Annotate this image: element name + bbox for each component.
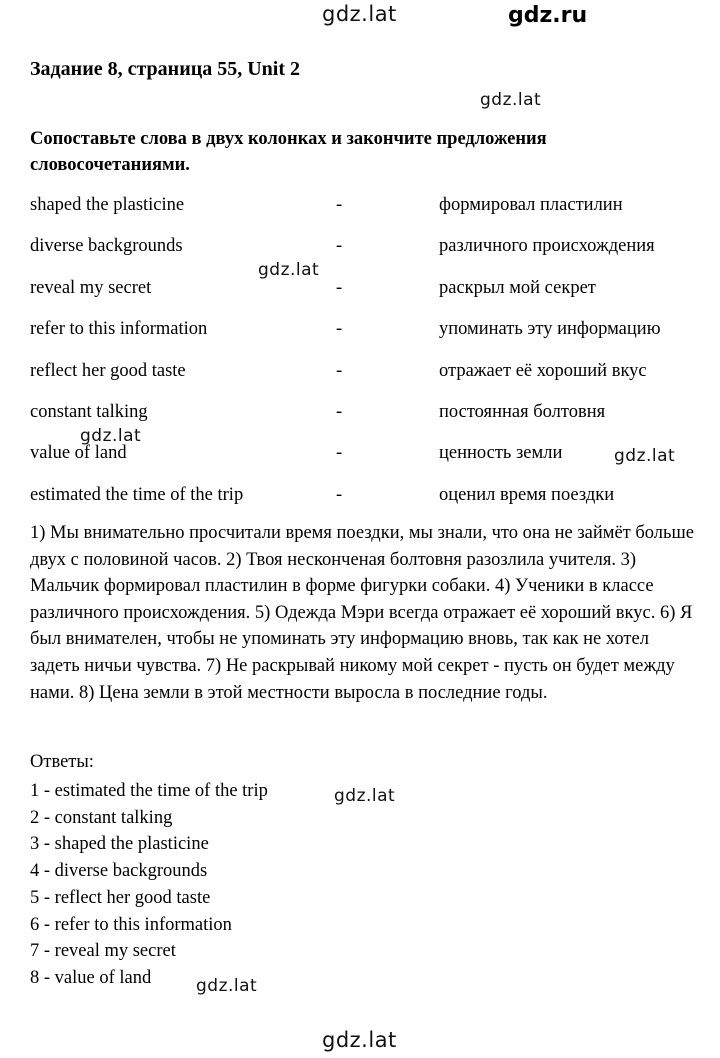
word-pair-row [0,316,720,357]
russian-phrase: формировал пластилин [439,195,623,215]
answer-item: 5 - reflect her good taste [30,887,211,908]
watermark-pairs-3: gdz.lat [614,446,676,466]
sentences-paragraph: 1) Мы внимательно просчитали время поездки, мы знали, что она не займёт больше двух с половиной часов. 2) Твоя несконченая болтовня разозлила учителя. 3) Мальчик формировал пластилин в форме фигурки собаки. 4) Ученики в классе различного происхождения. 5) Одежда Мэри всегда отражает её хороший вкус. 6) Я был внимателен, чтобы не упоминать эту информацию вновь, так как не хотел задеть ничьи чувства. 7) Не раскрывай никому мой секрет - пусть он будет между нами. 8) Цена земли в этой местности выросла в последние годы. [30,523,694,703]
cut-logo-text: gdz.ru [508,3,588,28]
watermark-answers-1: gdz.lat [334,786,396,806]
watermark-pairs-2: gdz.lat [80,426,142,446]
russian-phrase: упоминать эту информацию [439,319,661,340]
english-phrase: shaped the plasticine [30,195,185,215]
cut-logo-watermark [508,3,588,36]
russian-phrase: ценность земли [439,443,563,464]
english-phrase: reflect her good taste [30,360,186,381]
russian-phrase: оценил время поездки [439,484,615,505]
pair-dash: - [336,401,343,422]
english-phrase: constant talking [30,401,148,422]
pair-dash: - [336,443,343,464]
russian-phrase: раскрыл мой секрет [439,277,596,298]
watermark-pairs-1: gdz.lat [258,260,320,280]
word-pair-row [0,233,720,274]
task-instruction: Сопоставьте слова в двух колонках и закончите предложения словосочетаниями. [30,129,547,175]
watermark-top: gdz.lat [322,2,397,26]
answer-item: 2 - constant talking [30,807,173,828]
answer-item: 1 - estimated the time of the trip [30,781,268,801]
english-phrase: diverse backgrounds [30,236,183,257]
pair-dash: - [336,236,343,257]
answer-item: 6 - refer to this information [30,914,232,935]
pair-dash: - [336,195,343,215]
word-pairs [0,192,720,523]
watermark-under-title: gdz.lat [480,90,542,110]
word-pair-row [0,358,720,399]
answers-list [30,778,268,992]
english-phrase: estimated the time of the trip [30,484,244,505]
russian-phrase: постоянная болтовня [439,401,606,422]
pair-dash: - [336,319,343,340]
english-phrase: value of land [30,443,127,464]
english-phrase: reveal my secret [30,277,152,298]
word-pair-row [0,192,720,233]
answer-item: 3 - shaped the plasticine [30,834,209,855]
pair-dash: - [336,277,343,298]
answers-heading: Ответы: [30,752,94,772]
word-pair-row [0,440,720,481]
russian-phrase: отражает её хороший вкус [439,360,647,381]
answer-item: 8 - value of land [30,967,152,988]
english-phrase: refer to this information [30,319,208,340]
pair-dash: - [336,484,343,505]
watermark-answers-2: gdz.lat [196,976,258,996]
russian-phrase: различного происхождения [439,236,655,257]
word-pair-row [0,275,720,316]
word-pair-row [0,482,720,523]
watermark-bottom: gdz.lat [322,1028,397,1052]
answer-item: 4 - diverse backgrounds [30,861,208,882]
page-title: Задание 8, страница 55, Unit 2 [30,58,301,80]
pair-dash: - [336,360,343,381]
answer-item: 7 - reveal my secret [30,941,176,962]
